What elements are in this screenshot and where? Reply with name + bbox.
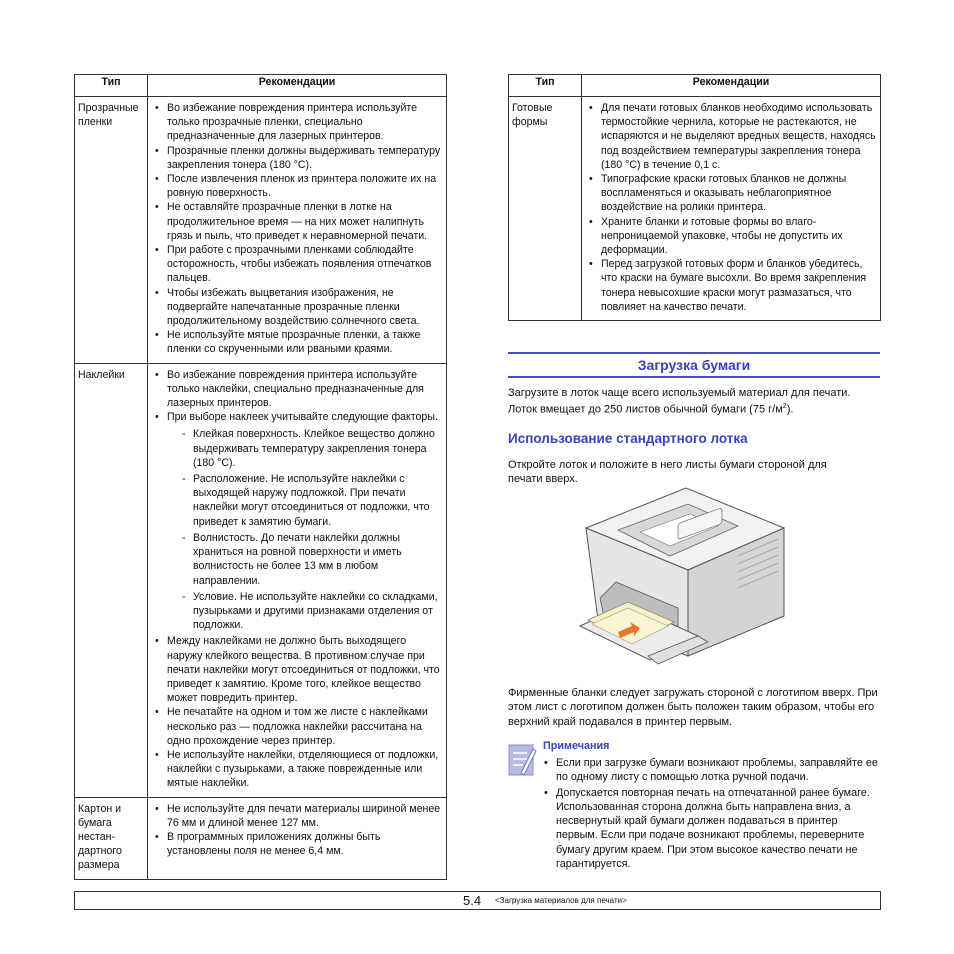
table-header-row [509,75,881,97]
table-row [75,363,447,797]
list-item [152,410,442,632]
intro-text: Загрузите в лоток чаще всего используемый материал для печати. Лоток вмещает до 250 листов обычной бумаги (75 г/м [508,387,851,416]
page-footer [74,891,881,910]
list-item: • Для печати готовых бланков необходимо использовать термостойкие чернила, которые не растекаются, не испаряются и не выделяют вредных веществ, находясь под воздействием температуры закрепления тонера (180 °C) в течение 0,1 с. [586,101,876,172]
dash-item: - Волнистость. До печати наклейки должны храниться на ровной поверхности и иметь волнистость не более 13 мм в любом направлении. [167,531,442,588]
row-type-labels: Наклейки [75,363,148,797]
table-row [75,797,447,879]
dash-item: - Условие. Не используйте наклейки со складками, пузырьками и другими признаками отделения от подложки. [167,590,442,633]
bullet-list [586,101,876,314]
note-title: Примечания [543,740,610,752]
dash-item: - Расположение. Не используйте наклейки с выходящей наружу подложкой. При печати наклейки могут отсоединиться от подложки, что приведет к замятию бумаги. [167,472,442,529]
list-item: • Типографские краски готовых бланков не должны воспламеняться и оказывать неблагоприятное воздействие на ролики принтера. [586,172,876,215]
list-item: • В программных приложениях должны быть установлены поля не менее 6,4 мм. [152,830,442,858]
row-recommendations [148,363,447,797]
section-heading-bar [508,352,880,378]
subsection-title: Использование стандартного лотка [508,431,748,446]
printer-illustration [578,486,786,671]
list-item: • Во избежание повреждения принтера используйте только наклейки, специально предназначенные для лазерных принтеров. [152,368,442,411]
list-item: • Не используйте мятые прозрачные пленки, а также пленки со скрученными или рваными краями. [152,328,442,356]
bullet-list [152,101,442,357]
bullet-list [152,802,442,859]
dash-item: - Клейкая поверхность. Клейкое вещество должно выдерживать температуру закрепления тонера (180 °C). [167,427,442,470]
row-recommendations [582,97,881,321]
list-item-text: При выборе наклеек учитывайте следующие факторы. [167,411,438,424]
row-recommendations [148,97,447,364]
bullet-list [152,368,442,791]
row-type-transparencies: Прозрачные пленки [75,97,148,364]
page-number: 5.4 [463,893,482,908]
table-row [509,97,881,321]
list-item: • Не используйте наклейки, отделяющиеся от подложки, наклейки с пузырьками, а также поврежденные или мятые наклейки. [152,748,442,791]
dash-list [167,427,442,632]
list-item: • Не оставляйте прозрачные пленки в лотке на продолжительное время — на них может налипнуть грязь и пыль, что приведет к неравномерной печати. [152,200,442,243]
section-intro [508,386,880,417]
section-title: Загрузка бумаги [637,357,751,373]
row-recommendations [148,797,447,879]
intro-superscript: 2 [782,403,787,411]
table-header-row [75,75,447,97]
list-item: • Перед загрузкой готовых форм и бланков убедитесь, что краски на бумаге высохли. Во время закрепления тонера невысохшие краски могут размазаться, что повлияет на качество печати. [586,257,876,314]
subsection-text: Откройте лоток и положите в него листы бумаги стороной для печати вверх. [508,459,827,486]
header-recommendations: Рекомендации [148,75,447,97]
note-item: • Если при загрузке бумаги возникают проблемы, заправляйте ее по одному листу с помощью лотка ручной подачи. [541,756,881,784]
list-item: • Чтобы избежать выцветания изображения, не подвергайте напечатанные прозрачные пленки продолжительному воздействию солнечного света. [152,286,442,329]
list-item: • При работе с прозрачными пленками соблюдайте осторожность, чтобы избежать появления отпечатков пальцев. [152,243,442,286]
list-item: • Не печатайте на одном и том же листе с наклейками несколько раз — подложка наклейки рассчитана на одно прохождение через принтер. [152,705,442,748]
table-row [75,97,447,364]
row-type-preprinted-forms: Готовые формы [509,97,582,321]
list-item: • После извлечения пленок из принтера положите их на ровную поверхность. [152,172,442,200]
row-type-cardstock: Картон и бумага нестан-дартного размера [75,797,148,879]
header-type: Тип [75,75,148,97]
letterhead-text: Фирменные бланки следует загружать стороной с логотипом вверх. При этом лист с логотипом должен быть положен таким образом, чтобы его верхний край подавался в принтер первым. [508,687,878,728]
right-recommendations-table [508,74,881,321]
list-item: • Между наклейками не должно быть выходящего наружу клейкого вещества. В противном случае при печати наклейки могут отсоединиться от подложки, что приведет к замятию. Кроме того, клейкое вещество может повредить принтер. [152,634,442,705]
left-recommendations-table [74,74,447,880]
note-item: • Допускается повторная печать на отпечатанной ранее бумаге. Использованная сторона должна быть направлена вниз, а несвернутый край бумаги должен подаваться в принтер первым. Если при подаче возникают проблемы, переверните бумагу другим краем. При этом высокое качество печати не гарантируется. [541,786,881,871]
list-item: • Храните бланки и готовые формы во влаго-непроницаемой упаковке, чтобы не допустить их деформации. [586,215,876,258]
list-item: • Прозрачные пленки должны выдерживать температуру закрепления тонера (180 °C). [152,144,442,172]
header-recommendations: Рекомендации [582,75,881,97]
note-pencil-icon [507,743,537,777]
list-item: • Не используйте для печати материалы шириной менее 76 мм и длиной менее 127 мм. [152,802,442,830]
note-list [541,756,881,873]
chapter-caption: <Загрузка материалов для печати> [495,896,627,905]
header-type: Тип [509,75,582,97]
list-item: • Во избежание повреждения принтера используйте только прозрачные пленки, специально предназначенные для лазерных принтеров. [152,101,442,144]
intro-text-end: ). [786,403,794,416]
